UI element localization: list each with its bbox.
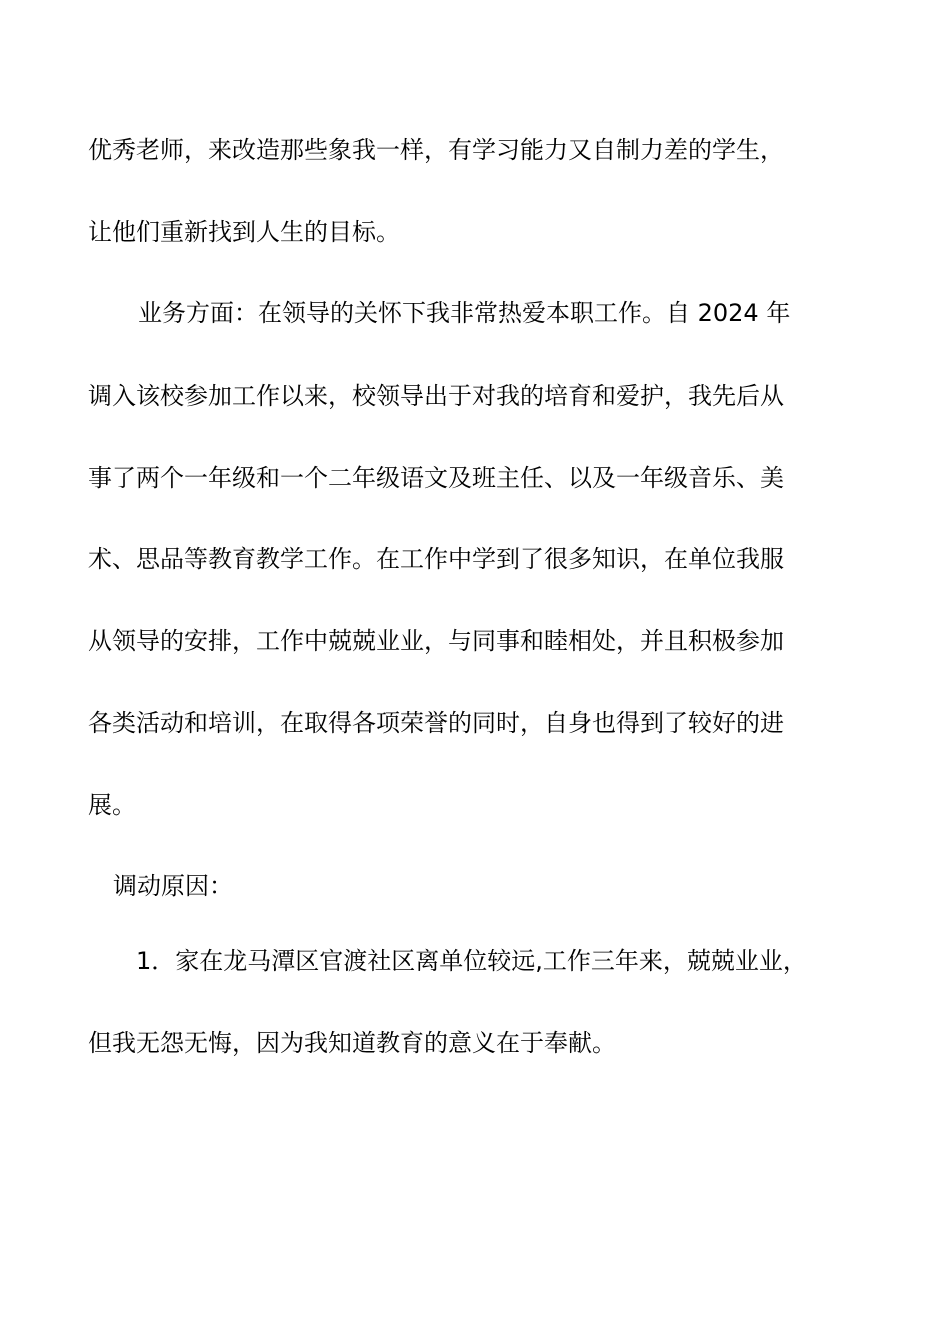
text-line-11: 1．家在龙马潭区官渡社区离单位较远,工作三年来，兢兢业业， [136,947,807,975]
text-line-7: 从领导的安排，工作中兢兢业业，与同事和睦相处，并且积极参加 [88,627,784,655]
text-line-12: 但我无怨无悔，因为我知道教育的意义在于奉献。 [88,1029,616,1057]
text-line-8: 各类活动和培训，在取得各项荣誉的同时，自身也得到了较好的进 [88,709,784,737]
text-line-4: 调入该校参加工作以来，校领导出于对我的培育和爱护，我先后从 [88,382,784,410]
text-line-9: 展。 [88,791,136,819]
text-line-2: 让他们重新找到人生的目标。 [88,218,400,246]
text-line-6: 术、思品等教育教学工作。在工作中学到了很多知识，在单位我服 [88,545,784,573]
text-line-1: 优秀老师，来改造那些象我一样，有学习能力又自制力差的学生， [88,136,784,164]
section-heading: 调动原因： [113,872,233,900]
text-line-5: 事了两个一年级和一个二年级语文及班主任、以及一年级音乐、美 [88,464,784,492]
text-line-3: 业务方面：在领导的关怀下我非常热爱本职工作。自 2024 年 [138,299,791,327]
